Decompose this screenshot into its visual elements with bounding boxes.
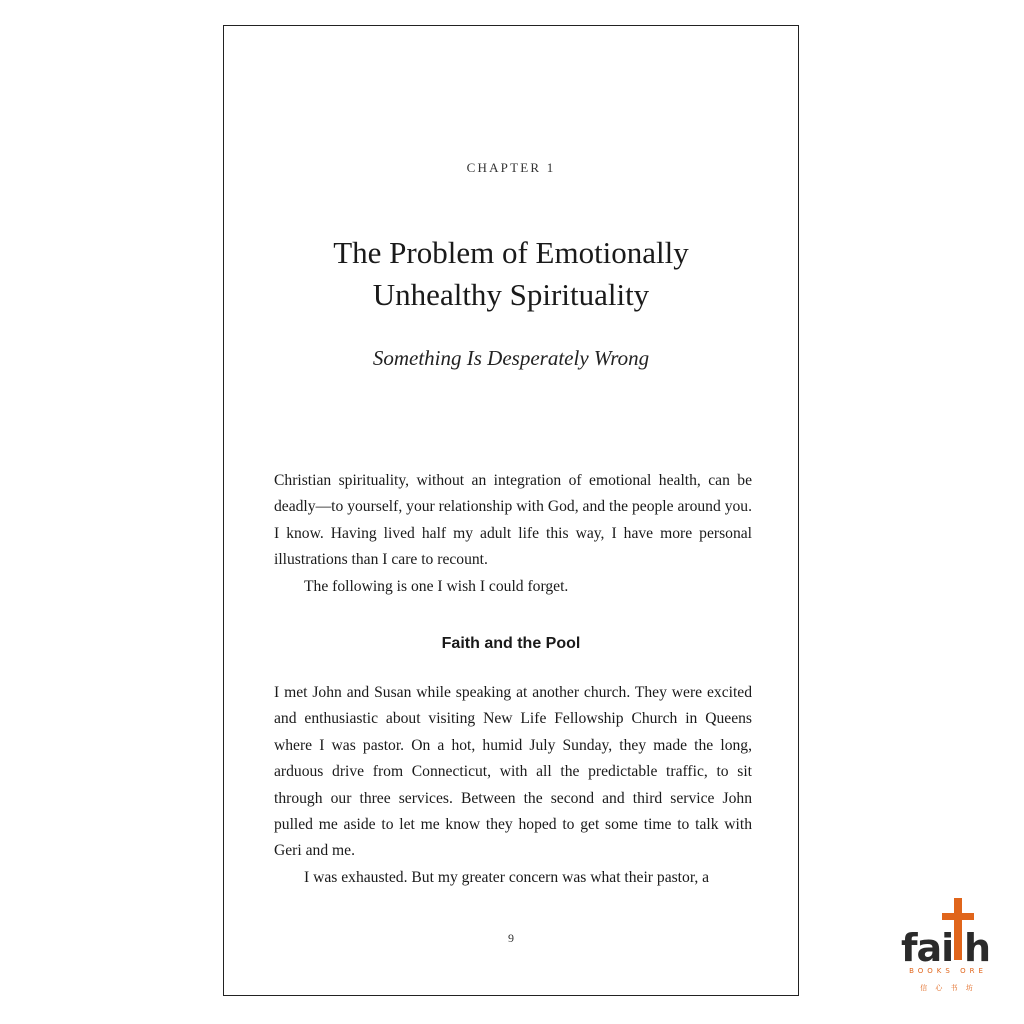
section-text xyxy=(274,680,752,891)
svg-text:h: h xyxy=(964,926,992,970)
chapter-title-line-2: Unhealthy Spirituality xyxy=(372,277,650,312)
chapter-title xyxy=(224,232,798,316)
book-page xyxy=(223,25,799,996)
intro-text xyxy=(274,468,752,600)
svg-text:fai: fai xyxy=(901,926,954,970)
logo-subtitle: BOOKS ORE xyxy=(909,967,987,975)
paragraph: I was exhausted. But my greater concern was what their pastor, a xyxy=(304,868,710,886)
chapter-subtitle: Something Is Desperately Wrong xyxy=(372,346,650,370)
faith-bookstore-logo xyxy=(898,896,998,996)
paragraph: The following is one I wish I could forget. xyxy=(304,577,569,595)
svg-text:信 心 书 坊: 信 心 书 坊 xyxy=(920,984,976,992)
page-number: 9 xyxy=(508,931,514,945)
paragraph: I met John and Susan while speaking at another church. They were excited and enthusiastic about visiting New Life Fellowship Church in Queens where I was pastor. On a hot, humid July Sunday, they made the long, arduous drive from Connecticut, with all the predictable traffic, to sit through our three services. Between the second and third service John pulled me aside to let me know they hoped to get some time to talk with Geri and me. xyxy=(274,684,752,860)
chapter-title-line-1: The Problem of Emotionally xyxy=(333,235,689,270)
chapter-label: CHAPTER 1 xyxy=(466,160,556,175)
logo-mark-icon xyxy=(898,896,998,996)
paragraph: Christian spirituality, without an integration of emotional health, can be deadly—to yourself, your relationship with God, and the people around you. I know. Having lived half my adult life this way, I have more personal illustrations than I care to recount. xyxy=(274,472,752,569)
section-heading: Faith and the Pool xyxy=(441,635,581,652)
